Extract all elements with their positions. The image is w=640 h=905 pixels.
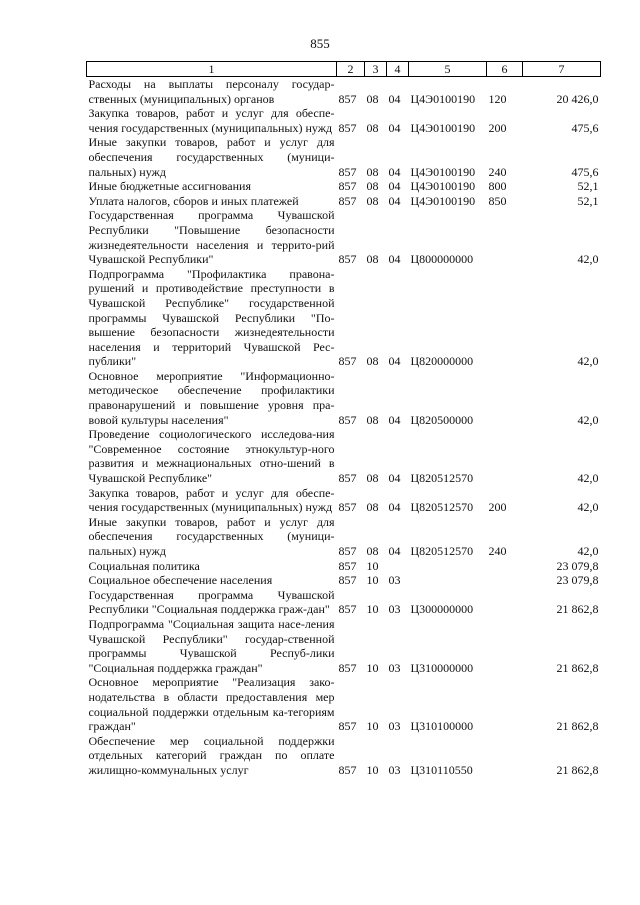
- row-target-article: Ц310000000: [410, 660, 474, 675]
- header-col-1: 1: [87, 62, 337, 77]
- page-number: 855: [310, 36, 330, 51]
- row-admin-code: 857: [338, 602, 357, 617]
- row-target-article: Ц820500000: [410, 412, 474, 427]
- row-section: 08: [366, 252, 379, 267]
- row-subsection: 04: [388, 500, 401, 515]
- table-row: [87, 675, 601, 733]
- table-row: [87, 515, 601, 559]
- row-target-article: [409, 559, 487, 574]
- header-col-3: 3: [365, 62, 387, 77]
- row-name: Проведение социологического исследова-ния "Современное состояние этнокультур-ного развития и межнациональных отно-шений в Чувашской Республике": [88, 427, 335, 486]
- table-row: [87, 77, 601, 107]
- row-name: Основное мероприятие "Реализация зако-нодательства в области предоставления мер социальной поддержки отдельным ка-тегориям граждан": [88, 675, 335, 734]
- row-target-article: Ц4Э0100190: [410, 120, 476, 135]
- table-row: [87, 588, 601, 617]
- row-amount: 42,0: [577, 252, 599, 267]
- row-expense-type: [487, 267, 523, 369]
- table-row: [87, 267, 601, 369]
- row-amount: 23 079,8: [556, 558, 599, 573]
- row-subsection: 04: [388, 544, 401, 558]
- row-target-article: Ц820512570: [410, 544, 474, 558]
- row-admin-code: 857: [338, 558, 357, 573]
- row-expense-type: 120: [488, 91, 507, 106]
- row-target-article: Ц820512570: [410, 471, 474, 486]
- row-target-article: Ц310100000: [410, 719, 474, 734]
- row-section: 10: [366, 573, 379, 588]
- row-admin-code: 857: [338, 471, 357, 486]
- row-expense-type: 850: [488, 193, 507, 208]
- row-target-article: Ц4Э0100190: [410, 91, 476, 106]
- header-col-7: 7: [523, 62, 601, 77]
- row-amount: 42,0: [577, 354, 599, 369]
- row-name: Расходы на выплаты персоналу государ-ственных (муниципальных) органов: [88, 77, 335, 106]
- row-amount: 21 862,8: [556, 762, 599, 777]
- row-subsection: 04: [388, 91, 401, 106]
- table-row: [87, 559, 601, 574]
- budget-table: [86, 61, 601, 778]
- row-name: Подпрограмма "Социальная защита насе-ления Чувашской Республики" государ-ственной программы Чувашской Респуб-лики "Социальная поддержка граждан": [88, 616, 335, 675]
- table-row: [87, 194, 601, 209]
- row-name: Государственная программа Чувашской Республики "Повышение безопасности жизнедеятельности населения и террито-рий Чувашской Республики": [88, 208, 335, 267]
- row-subsection: 03: [388, 573, 401, 588]
- row-amount: 475,6: [571, 164, 599, 179]
- row-section: 10: [366, 558, 379, 573]
- row-section: 08: [366, 91, 379, 106]
- table-row: [87, 208, 601, 266]
- row-subsection: 04: [388, 179, 401, 194]
- row-amount: 52,1: [577, 193, 599, 208]
- table-row: [87, 617, 601, 675]
- row-section: 08: [366, 120, 379, 135]
- row-expense-type: [487, 588, 523, 617]
- row-subsection: 04: [388, 193, 401, 208]
- row-name: Основное мероприятие "Информационно-методическое обеспечение профилактики правонарушений и повышение уровня пра-вовой культуры населения": [88, 368, 335, 427]
- row-section: 08: [366, 354, 379, 369]
- row-expense-type: [487, 208, 523, 266]
- row-name: Государственная программа Чувашской Республики "Социальная поддержка граж-дан": [88, 587, 335, 617]
- table-row: [87, 135, 601, 179]
- row-admin-code: 857: [338, 91, 357, 106]
- header-col-5: 5: [409, 62, 487, 77]
- row-subsection: 03: [388, 762, 401, 777]
- row-admin-code: 857: [338, 120, 357, 135]
- row-admin-code: 857: [338, 660, 357, 675]
- row-target-article: Ц300000000: [410, 602, 474, 617]
- header-col-6: 6: [487, 62, 523, 77]
- table-row: [87, 734, 601, 778]
- table-row: [87, 427, 601, 485]
- row-expense-type: 200: [488, 500, 507, 515]
- row-admin-code: 857: [338, 193, 357, 208]
- row-expense-type: 240: [488, 164, 507, 179]
- row-expense-type: [487, 427, 523, 485]
- row-section: 08: [366, 471, 379, 486]
- row-name: Иные бюджетные ассигнования: [88, 179, 251, 194]
- row-amount: 23 079,8: [556, 573, 599, 588]
- header-row: [87, 62, 601, 77]
- row-section: 08: [366, 179, 379, 194]
- row-section: 08: [366, 412, 379, 427]
- row-amount: 52,1: [577, 179, 599, 194]
- row-name: Иные закупки товаров, работ и услуг для обеспечения государственных (муници-пальных) нужд: [88, 514, 335, 558]
- row-section: 08: [366, 544, 379, 558]
- row-subsection: 04: [388, 120, 401, 135]
- table-row: [87, 486, 601, 515]
- row-amount: 21 862,8: [556, 660, 599, 675]
- row-target-article: Ц4Э0100190: [410, 193, 476, 208]
- row-section: 10: [366, 602, 379, 617]
- row-expense-type: [487, 559, 523, 574]
- row-admin-code: 857: [338, 252, 357, 267]
- row-expense-type: 240: [488, 544, 507, 558]
- row-section: 10: [366, 660, 379, 675]
- row-section: 10: [366, 762, 379, 777]
- row-name: Закупка товаров, работ и услуг для обеспе-чения государственных (муниципальных) нужд: [88, 485, 335, 515]
- row-section: 10: [366, 719, 379, 734]
- row-amount: 42,0: [577, 412, 599, 427]
- row-target-article: Ц820512570: [410, 500, 474, 515]
- row-subsection: 04: [388, 412, 401, 427]
- row-section: 08: [366, 164, 379, 179]
- row-admin-code: 857: [338, 544, 357, 558]
- row-amount: 21 862,8: [556, 602, 599, 617]
- row-admin-code: 857: [338, 762, 357, 777]
- table-body: [87, 77, 601, 778]
- row-name: Иные закупки товаров, работ и услуг для обеспечения государственных (муници-пальных) нужд: [88, 135, 335, 179]
- row-name: Уплата налогов, сборов и иных платежей: [88, 193, 299, 208]
- row-target-article: Ц4Э0100190: [410, 179, 476, 194]
- row-subsection: 03: [388, 660, 401, 675]
- row-amount: 42,0: [577, 471, 599, 486]
- row-target-article: Ц4Э0100190: [410, 164, 476, 179]
- row-name: Социальная политика: [88, 558, 200, 573]
- row-amount: 20 426,0: [556, 91, 599, 106]
- row-expense-type: [487, 369, 523, 427]
- row-subsection: 04: [388, 471, 401, 486]
- row-admin-code: 857: [338, 500, 357, 515]
- row-expense-type: 200: [488, 120, 507, 135]
- table-row: [87, 179, 601, 194]
- row-subsection: 04: [388, 252, 401, 267]
- row-subsection: 03: [388, 602, 401, 617]
- row-subsection: 04: [388, 354, 401, 369]
- row-section: 08: [366, 193, 379, 208]
- row-expense-type: [487, 734, 523, 778]
- row-target-article: Ц820000000: [410, 354, 474, 369]
- row-subsection: [387, 559, 409, 574]
- table-row: [87, 369, 601, 427]
- row-amount: 42,0: [577, 500, 599, 515]
- row-subsection: 04: [388, 164, 401, 179]
- row-amount: 42,0: [577, 544, 599, 558]
- row-expense-type: [487, 573, 523, 588]
- row-name: Закупка товаров, работ и услуг для обеспе-чения государственных (муниципальных) нужд: [88, 106, 335, 135]
- row-admin-code: 857: [338, 719, 357, 734]
- row-name: Обеспечение мер социальной поддержки отдельных категорий граждан по оплате жилищно-коммунальных услуг: [88, 733, 335, 777]
- row-section: 08: [366, 500, 379, 515]
- row-amount: 21 862,8: [556, 719, 599, 734]
- row-amount: 475,6: [571, 120, 599, 135]
- row-expense-type: [487, 617, 523, 675]
- header-col-4: 4: [387, 62, 409, 77]
- header-col-2: 2: [337, 62, 365, 77]
- row-admin-code: 857: [338, 354, 357, 369]
- row-admin-code: 857: [338, 164, 357, 179]
- row-admin-code: 857: [338, 573, 357, 588]
- table-header: [87, 62, 601, 77]
- table-row: [87, 106, 601, 135]
- table-row: [87, 573, 601, 588]
- row-name: Социальное обеспечение населения: [88, 573, 273, 588]
- row-target-article: Ц800000000: [410, 252, 474, 267]
- row-admin-code: 857: [338, 412, 357, 427]
- row-subsection: 03: [388, 719, 401, 734]
- row-expense-type: [487, 675, 523, 733]
- row-admin-code: 857: [338, 179, 357, 194]
- row-target-article: [409, 573, 487, 588]
- row-target-article: Ц310110550: [410, 762, 473, 777]
- row-name: Подпрограмма "Профилактика правона-рушений и противодействие преступности в Чувашской Республике" государственной программы Чувашской Республики "По-вышение безопасности жизнедеятельности населения и территорий Чувашской Рес-публики": [88, 266, 335, 369]
- row-expense-type: 800: [488, 179, 507, 194]
